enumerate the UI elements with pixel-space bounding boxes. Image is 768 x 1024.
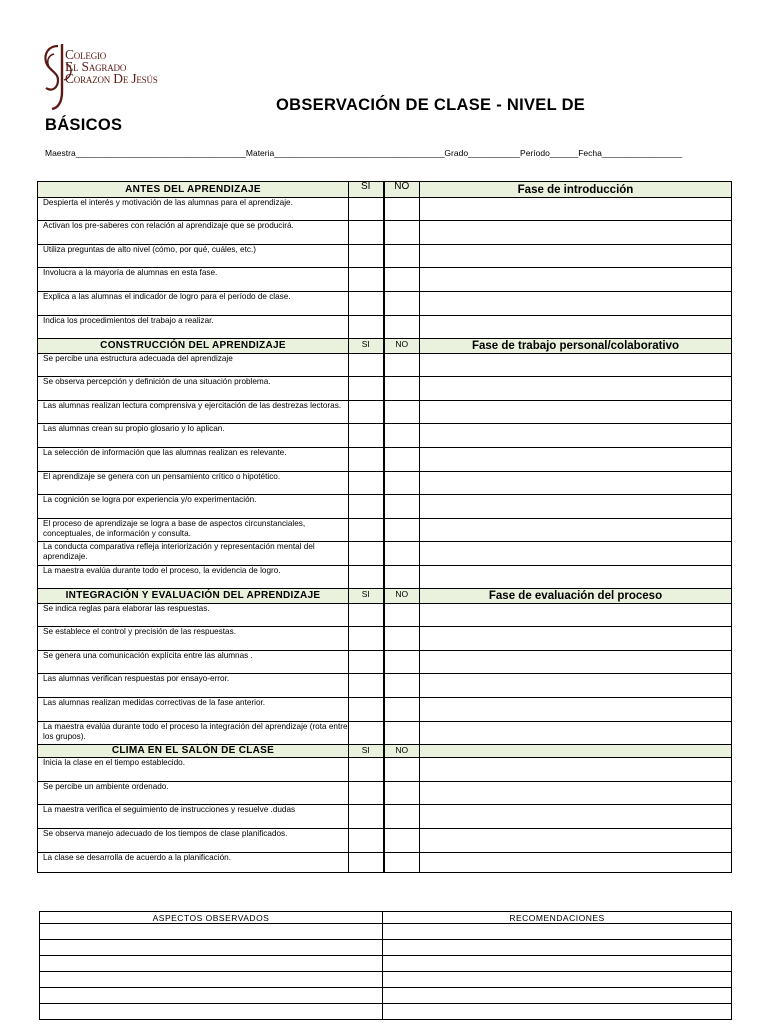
criterion-text: Activan los pre-saberes con relación al aprendizaje que se producirá. <box>38 221 349 245</box>
phase-title: Fase de evaluación del proceso <box>420 589 732 604</box>
school-name <box>65 49 158 85</box>
phase-notes-cell[interactable] <box>420 782 732 805</box>
yes-checkbox-cell[interactable] <box>349 698 384 722</box>
checklist-row <box>38 722 732 745</box>
phase-notes-cell[interactable] <box>420 853 732 873</box>
yes-checkbox-cell[interactable] <box>349 651 384 674</box>
criterion-text: Las alumnas realizan medidas correctivas de la fase anterior. <box>38 698 349 722</box>
yes-checkbox-cell[interactable] <box>349 424 384 448</box>
no-checkbox-cell[interactable] <box>384 651 420 674</box>
phase-notes-cell[interactable] <box>420 805 732 829</box>
yes-checkbox-cell[interactable] <box>349 805 384 829</box>
criterion-text: Explica a las alumnas el indicador de logro para el período de clase. <box>38 292 349 316</box>
aspect-cell[interactable] <box>40 956 383 972</box>
no-checkbox-cell[interactable] <box>384 424 420 448</box>
no-checkbox-cell[interactable] <box>384 292 420 316</box>
no-checkbox-cell[interactable] <box>384 542 420 566</box>
phase-notes-cell[interactable] <box>420 198 732 221</box>
no-checkbox-cell[interactable] <box>384 519 420 542</box>
phase-notes-cell[interactable] <box>420 604 732 627</box>
criterion-text: La maestra verifica el seguimiento de instrucciones y resuelve .dudas <box>38 805 349 829</box>
no-checkbox-cell[interactable] <box>384 377 420 401</box>
phase-notes-cell[interactable] <box>420 722 732 745</box>
section-title: CLIMA EN EL SALÓN DE CLASE <box>38 745 349 758</box>
observation-row <box>40 972 732 988</box>
yes-checkbox-cell[interactable] <box>349 722 384 745</box>
criterion-text: Se indica reglas para elaborar las respuestas. <box>38 604 349 627</box>
criterion-text: Se percibe una estructura adecuada del aprendizaje <box>38 354 349 377</box>
aspect-cell[interactable] <box>40 988 383 1004</box>
no-checkbox-cell[interactable] <box>384 495 420 519</box>
page-title: OBSERVACIÓN DE CLASE - NIVEL DE <box>276 96 586 114</box>
yes-checkbox-cell[interactable] <box>349 198 384 221</box>
phase-notes-cell[interactable] <box>420 566 732 589</box>
criterion-text: El aprendizaje se genera con un pensamiento crítico o hipotético. <box>38 472 349 495</box>
recommendation-cell[interactable] <box>383 924 732 940</box>
yes-column-header: SI <box>349 182 384 198</box>
observations-header-row <box>40 912 732 924</box>
no-checkbox-cell[interactable] <box>384 448 420 472</box>
criterion-text: El proceso de aprendizaje se logra a base de aspectos circunstanciales, conceptuales, de información y consulta. <box>38 519 349 542</box>
date-field[interactable]: Fecha_________________ <box>578 148 683 158</box>
yes-checkbox-cell[interactable] <box>349 472 384 495</box>
checklist-row <box>38 674 732 698</box>
yes-checkbox-cell[interactable] <box>349 829 384 853</box>
school-name-line: Colegio <box>65 47 107 62</box>
checklist-row <box>38 627 732 651</box>
checklist-row <box>38 221 732 245</box>
section-title: INTEGRACIÓN Y EVALUACIÓN DEL APRENDIZAJE <box>38 589 349 604</box>
no-checkbox-cell[interactable] <box>384 268 420 292</box>
no-column-header: NO <box>384 745 420 758</box>
yes-checkbox-cell[interactable] <box>349 221 384 245</box>
aspect-cell[interactable] <box>40 924 383 940</box>
aspects-observed-header: ASPECTOS OBSERVADOS <box>40 912 383 924</box>
criterion-text: La maestra evalúa durante todo el proceso, la evidencia de logro. <box>38 566 349 589</box>
phase-notes-cell[interactable] <box>420 472 732 495</box>
yes-checkbox-cell[interactable] <box>349 853 384 873</box>
yes-checkbox-cell[interactable] <box>349 448 384 472</box>
no-checkbox-cell[interactable] <box>384 221 420 245</box>
phase-notes-cell[interactable] <box>420 245 732 268</box>
no-column-header: NO <box>384 339 420 354</box>
section-header-row <box>38 745 732 758</box>
no-column-header: NO <box>384 182 420 198</box>
page-title-continuation: BÁSICOS <box>45 116 123 134</box>
checklist-row <box>38 495 732 519</box>
criterion-text: Indica los procedimientos del trabajo a realizar. <box>38 316 349 339</box>
checklist-row <box>38 758 732 782</box>
phase-notes-cell[interactable] <box>420 268 732 292</box>
observation-checklist-table <box>37 181 732 873</box>
no-checkbox-cell[interactable] <box>384 401 420 424</box>
criterion-text: Inicia la clase en el tiempo establecido. <box>38 758 349 782</box>
checklist-row <box>38 519 732 542</box>
section-header-row <box>38 182 732 198</box>
phase-notes-cell[interactable] <box>420 401 732 424</box>
yes-checkbox-cell[interactable] <box>349 566 384 589</box>
checklist-row <box>38 566 732 589</box>
criterion-text: Las alumnas verifican respuestas por ensayo-error. <box>38 674 349 698</box>
recommendation-cell[interactable] <box>383 940 732 956</box>
criterion-text: Las alumnas crean su propio glosario y lo aplican. <box>38 424 349 448</box>
phase-notes-cell[interactable] <box>420 316 732 339</box>
phase-title: Fase de introducción <box>420 182 732 198</box>
checklist-row <box>38 604 732 627</box>
phase-notes-cell[interactable] <box>420 674 732 698</box>
observation-row <box>40 1004 732 1020</box>
yes-checkbox-cell[interactable] <box>349 627 384 651</box>
observation-row <box>40 940 732 956</box>
observations-table <box>39 911 732 1020</box>
no-checkbox-cell[interactable] <box>384 829 420 853</box>
no-checkbox-cell[interactable] <box>384 758 420 782</box>
criterion-text: La maestra evalúa durante todo el proceso la integración del aprendizaje (rota entre los grupos). <box>38 722 349 745</box>
phase-notes-cell[interactable] <box>420 829 732 853</box>
yes-checkbox-cell[interactable] <box>349 542 384 566</box>
yes-column-header: SI <box>349 339 384 354</box>
school-name-line: Corazon De Jesús <box>65 71 158 86</box>
checklist-row <box>38 782 732 805</box>
checklist-row <box>38 268 732 292</box>
school-name-line: El Sagrado <box>65 59 127 74</box>
criterion-text: Se observa manejo adecuado de los tiempos de clase planificados. <box>38 829 349 853</box>
criterion-text: Se percibe un ambiente ordenado. <box>38 782 349 805</box>
phase-notes-cell[interactable] <box>420 542 732 566</box>
no-checkbox-cell[interactable] <box>384 566 420 589</box>
header-fields <box>45 148 682 158</box>
phase-notes-cell[interactable] <box>420 698 732 722</box>
no-checkbox-cell[interactable] <box>384 698 420 722</box>
phase-notes-cell[interactable] <box>420 448 732 472</box>
phase-notes-cell[interactable] <box>420 495 732 519</box>
yes-checkbox-cell[interactable] <box>349 495 384 519</box>
aspect-cell[interactable] <box>40 1004 383 1020</box>
section-title: ANTES DEL APRENDIZAJE <box>38 182 349 198</box>
checklist-row <box>38 542 732 566</box>
checklist-row <box>38 292 732 316</box>
phase-title <box>420 745 732 758</box>
observation-row <box>40 956 732 972</box>
aspect-cell[interactable] <box>40 940 383 956</box>
checklist-row <box>38 853 732 873</box>
grade-field[interactable]: Grado___________ <box>444 148 521 158</box>
section-header-row <box>38 589 732 604</box>
criterion-text: La cognición se logra por experiencia y/o experimentación. <box>38 495 349 519</box>
recommendations-header: RECOMENDACIONES <box>383 912 732 924</box>
criterion-text: Las alumnas realizan lectura comprensiva y ejercitación de las destrezas lectoras. <box>38 401 349 424</box>
yes-column-header: SI <box>349 589 384 604</box>
phase-notes-cell[interactable] <box>420 627 732 651</box>
criterion-text: La clase se desarrolla de acuerdo a la planificación. <box>38 853 349 873</box>
checklist-row <box>38 829 732 853</box>
phase-notes-cell[interactable] <box>420 651 732 674</box>
phase-notes-cell[interactable] <box>420 221 732 245</box>
recommendation-cell[interactable] <box>383 972 732 988</box>
no-checkbox-cell[interactable] <box>384 604 420 627</box>
section-title: CONSTRUCCIÓN DEL APRENDIZAJE <box>38 339 349 354</box>
checklist-row <box>38 805 732 829</box>
no-checkbox-cell[interactable] <box>384 316 420 339</box>
yes-checkbox-cell[interactable] <box>349 377 384 401</box>
no-checkbox-cell[interactable] <box>384 722 420 745</box>
yes-checkbox-cell[interactable] <box>349 401 384 424</box>
checklist-row <box>38 698 732 722</box>
criterion-text: La conducta comparativa refleja interiorización y representación mental del aprendizaje. <box>38 542 349 566</box>
no-checkbox-cell[interactable] <box>384 198 420 221</box>
yes-checkbox-cell[interactable] <box>349 245 384 268</box>
observation-row <box>40 924 732 940</box>
phase-notes-cell[interactable] <box>420 519 732 542</box>
phase-notes-cell[interactable] <box>420 354 732 377</box>
checklist-row <box>38 651 732 674</box>
yes-checkbox-cell[interactable] <box>349 782 384 805</box>
checklist-row <box>38 354 732 377</box>
checklist-row <box>38 316 732 339</box>
section-header-row <box>38 339 732 354</box>
yes-checkbox-cell[interactable] <box>349 674 384 698</box>
no-checkbox-cell[interactable] <box>384 782 420 805</box>
observation-row <box>40 988 732 1004</box>
recommendation-cell[interactable] <box>383 988 732 1004</box>
criterion-text: Se observa percepción y definición de una situación problema. <box>38 377 349 401</box>
yes-checkbox-cell[interactable] <box>349 354 384 377</box>
phase-title: Fase de trabajo personal/colaborativo <box>420 339 732 354</box>
criterion-text: Despierta el interés y motivación de las alumnas para el aprendizaje. <box>38 198 349 221</box>
no-column-header: NO <box>384 589 420 604</box>
period-field[interactable]: Período______ <box>520 148 579 158</box>
criterion-text: Se genera una comunicación explícita entre las alumnas . <box>38 651 349 674</box>
yes-checkbox-cell[interactable] <box>349 268 384 292</box>
yes-checkbox-cell[interactable] <box>349 292 384 316</box>
criterion-text: Involucra a la mayoría de alumnas en esta fase. <box>38 268 349 292</box>
aspect-cell[interactable] <box>40 972 383 988</box>
teacher-field[interactable]: Maestra____________________________________ <box>45 148 246 158</box>
checklist-row <box>38 377 732 401</box>
checklist-row <box>38 245 732 268</box>
recommendation-cell[interactable] <box>383 1004 732 1020</box>
criterion-text: La selección de información que las alumnas realizan es relevante. <box>38 448 349 472</box>
criterion-text: Se establece el control y precisión de las respuestas. <box>38 627 349 651</box>
no-checkbox-cell[interactable] <box>384 627 420 651</box>
checklist-row <box>38 198 732 221</box>
yes-checkbox-cell[interactable] <box>349 519 384 542</box>
no-checkbox-cell[interactable] <box>384 245 420 268</box>
yes-checkbox-cell[interactable] <box>349 758 384 782</box>
yes-checkbox-cell[interactable] <box>349 604 384 627</box>
checklist-row <box>38 424 732 448</box>
subject-field[interactable]: Materia____________________________________ <box>245 148 445 158</box>
criterion-text: Utiliza preguntas de alto nivel (cómo, por qué, cuáles, etc.) <box>38 245 349 268</box>
yes-checkbox-cell[interactable] <box>349 316 384 339</box>
checklist-row <box>38 448 732 472</box>
checklist-row <box>38 472 732 495</box>
checklist-row <box>38 401 732 424</box>
phase-notes-cell[interactable] <box>420 424 732 448</box>
recommendation-cell[interactable] <box>383 956 732 972</box>
no-checkbox-cell[interactable] <box>384 354 420 377</box>
no-checkbox-cell[interactable] <box>384 853 420 873</box>
phase-notes-cell[interactable] <box>420 292 732 316</box>
yes-column-header: SI <box>349 745 384 758</box>
no-checkbox-cell[interactable] <box>384 674 420 698</box>
no-checkbox-cell[interactable] <box>384 472 420 495</box>
phase-notes-cell[interactable] <box>420 377 732 401</box>
no-checkbox-cell[interactable] <box>384 805 420 829</box>
phase-notes-cell[interactable] <box>420 758 732 782</box>
